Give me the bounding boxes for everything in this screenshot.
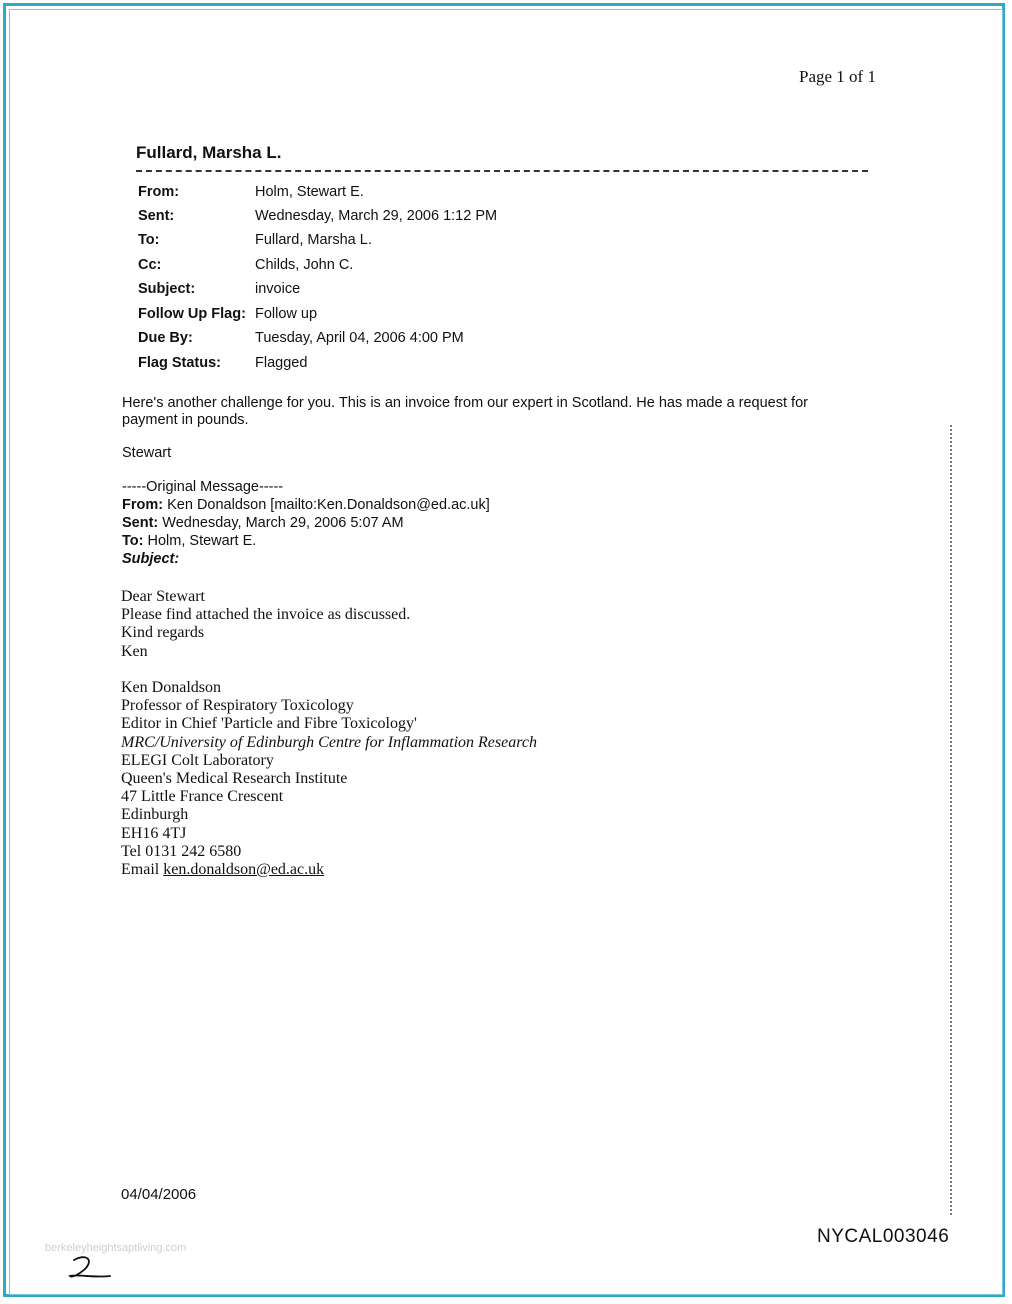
original-message-divider: -----Original Message----- — [122, 479, 284, 495]
signature-email-row — [121, 861, 537, 879]
header-key: From: — [138, 184, 180, 200]
header-key: Subject: — [138, 281, 196, 297]
original-sent-label: Sent: — [122, 515, 159, 531]
header-value: Follow up — [255, 306, 318, 322]
original-subject-label: Subject: — [122, 551, 180, 567]
signature-line: 47 Little France Crescent — [121, 788, 284, 806]
header-key: To: — [138, 232, 160, 248]
message-line: Dear Stewart — [121, 588, 205, 605]
signature-line: ELEGI Colt Laboratory — [121, 751, 274, 769]
message-line: Please find attached the invoice as discussed. — [121, 606, 411, 624]
email-body-text: Here's another challenge for you. This is an invoice from our expert in Scotland. He has made a request for payment in pounds. — [122, 395, 808, 428]
bates-number: NYCAL003046 — [817, 1226, 950, 1247]
page-number: Page 1 of 1 — [799, 67, 876, 86]
signature-line: Professor of Respiratory Toxicology — [121, 697, 354, 715]
header-value: Fullard, Marsha L. — [255, 232, 372, 248]
signature-line: Editor in Chief 'Particle and Fibre Toxicology' — [121, 715, 417, 733]
header-key: Flag Status: — [138, 355, 221, 371]
signature-line: MRC/University of Edinburgh Centre for Inflammation Research — [121, 733, 537, 751]
header-key: Due By: — [138, 330, 193, 346]
header-key: Cc: — [138, 257, 162, 273]
signature-line: Ken Donaldson — [121, 679, 221, 696]
signature-line: Tel 0131 242 6580 — [121, 842, 242, 860]
mailbox-owner-name: Fullard, Marsha L. — [136, 143, 282, 162]
original-from-label: From: — [122, 497, 164, 513]
header-value: Holm, Stewart E. — [255, 184, 364, 200]
signature-email-label: Email — [121, 861, 160, 879]
header-value: invoice — [255, 281, 301, 297]
header-key: Sent: — [138, 208, 175, 224]
header-value: Tuesday, April 04, 2006 4:00 PM — [255, 330, 464, 346]
signature-email-link[interactable]: ken.donaldson@ed.ac.uk — [163, 861, 325, 879]
original-message-body — [121, 588, 410, 661]
original-to-label: To: — [122, 533, 144, 549]
signature-line: Queen's Medical Research Institute — [121, 770, 348, 788]
print-date: 04/04/2006 — [121, 1186, 197, 1203]
handwritten-page-mark — [64, 1252, 116, 1284]
message-line: Ken — [121, 642, 148, 660]
scan-edge-artifact — [950, 425, 952, 1215]
header-key: Follow Up Flag: — [138, 306, 246, 322]
signature-line: EH16 4TJ — [121, 824, 187, 842]
original-subject-row — [122, 551, 179, 567]
signature-line: Edinburgh — [121, 806, 189, 824]
original-from-value: Ken Donaldson [mailto:Ken.Donaldson@ed.ac.uk] — [167, 497, 490, 513]
header-value: Flagged — [255, 355, 308, 371]
message-line: Kind regards — [121, 624, 205, 642]
original-sent-row — [122, 515, 404, 531]
original-sent-value: Wednesday, March 29, 2006 5:07 AM — [162, 515, 404, 531]
original-to-row — [122, 533, 256, 549]
header-divider — [136, 170, 868, 172]
original-to-value: Holm, Stewart E. — [147, 533, 257, 549]
watermark-text: berkeleyheightsaptliving.com — [45, 1242, 187, 1254]
email-signoff: Stewart — [122, 445, 172, 461]
email-signature — [121, 679, 537, 879]
header-value: Wednesday, March 29, 2006 1:12 PM — [255, 208, 498, 224]
header-value: Childs, John C. — [255, 257, 354, 273]
original-from-row — [122, 497, 490, 513]
